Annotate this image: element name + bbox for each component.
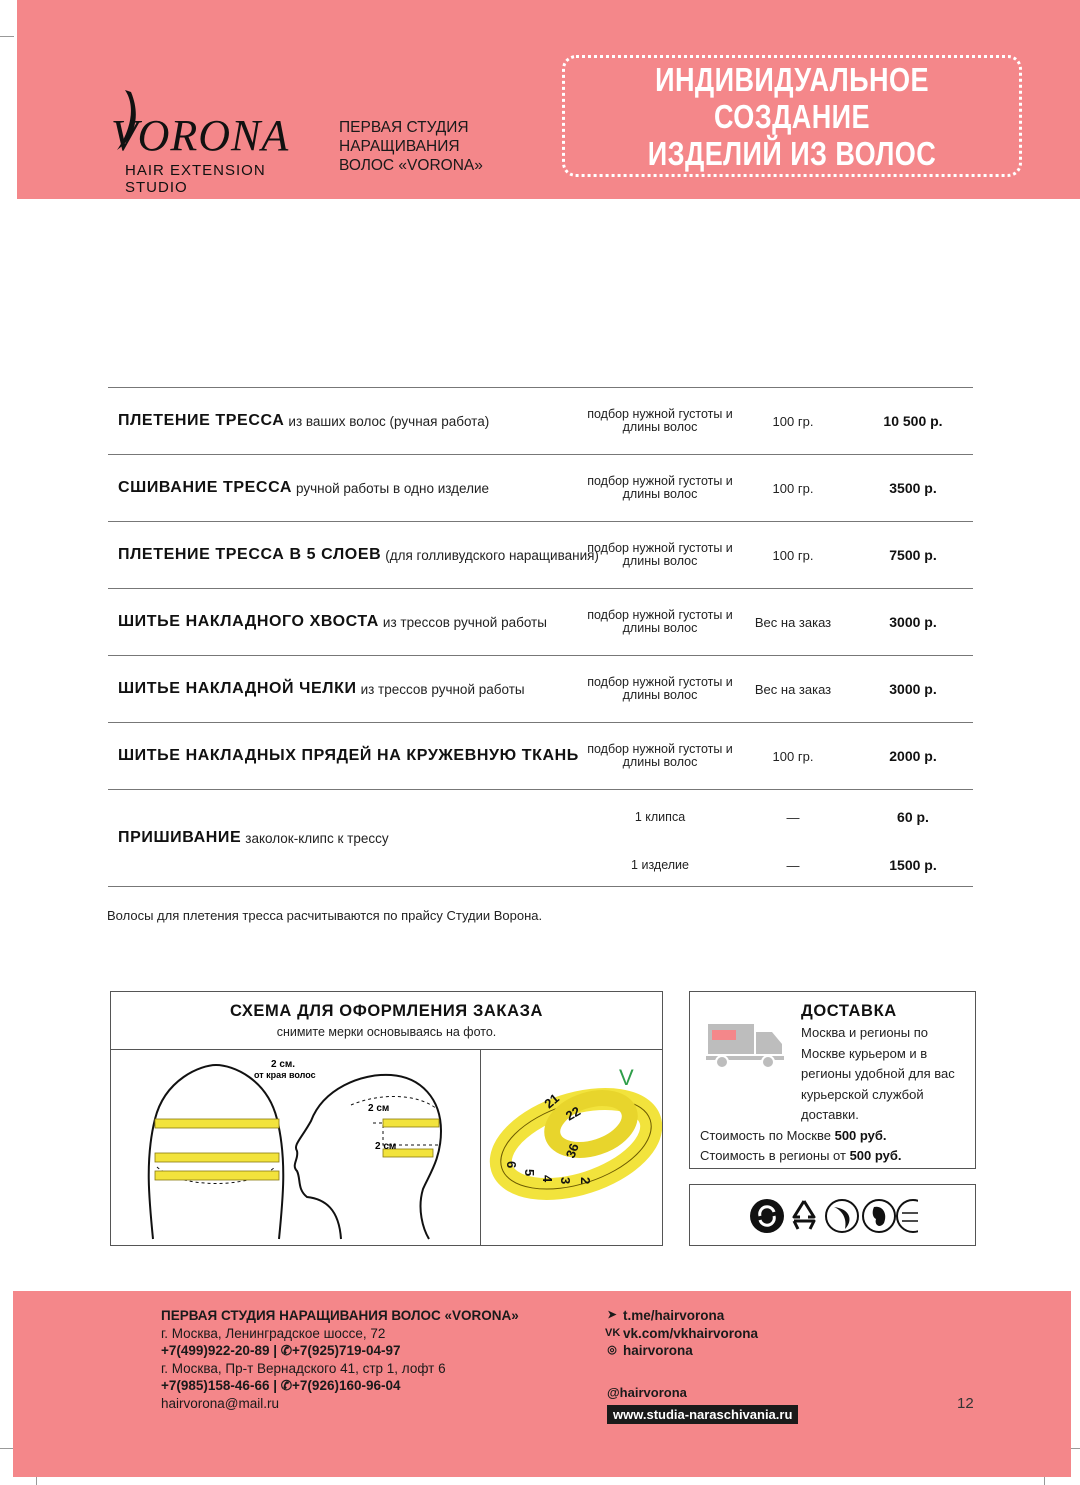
tape-number: 21 xyxy=(541,1090,563,1112)
price-cell: 3500 р. xyxy=(889,480,937,496)
vk-icon: VK xyxy=(605,1326,621,1339)
footer-website[interactable]: www.studia-naraschivania.ru xyxy=(607,1405,798,1424)
label-2cm-b: 2 см xyxy=(375,1141,397,1152)
scheme-header xyxy=(111,992,662,1050)
label-2cm-a: 2 см xyxy=(368,1103,390,1114)
delivery-box xyxy=(689,991,976,1169)
footer-handle: @hairvorona xyxy=(607,1385,687,1400)
weight-cell: — xyxy=(786,857,800,873)
footer-email[interactable]: hairvorona@mail.ru xyxy=(161,1395,279,1411)
weight-cell: — xyxy=(786,809,800,825)
footer-address-2: г. Москва, Пр-т Вернадского 41, стр 1, лофт 6 xyxy=(161,1360,446,1376)
tape-number: 6 xyxy=(504,1161,519,1169)
svg-text:V: V xyxy=(619,1065,634,1090)
service-desc: из трессов ручной работы xyxy=(382,614,547,630)
recycle-icon xyxy=(794,1201,814,1229)
table-row xyxy=(108,589,973,656)
spec-cell: подбор нужной густоты и длины волос xyxy=(587,474,733,501)
service-desc: из ваших волос (ручная работа) xyxy=(288,413,490,429)
table-row xyxy=(108,656,973,723)
table-row xyxy=(108,388,973,455)
eco-icons-row xyxy=(748,1197,918,1235)
label-2cm-top: 2 см. xyxy=(271,1059,296,1070)
service-name: СШИВАНИЕ ТРЕССА xyxy=(118,479,292,496)
tagline: ПЕРВАЯ СТУДИЯ НАРАЩИВАНИЯ ВОЛОС «VORONA» xyxy=(339,119,483,174)
tape-measure-image xyxy=(481,1049,662,1246)
footer xyxy=(13,1291,1071,1477)
cost-moscow-label: Стоимость по Москве xyxy=(700,1128,831,1143)
service-desc: заколок-клипс к трессу xyxy=(245,830,389,846)
table-row xyxy=(108,455,973,522)
service-name: ШИТЬЕ НАКЛАДНЫХ ПРЯДЕЙ НА КРУЖЕВНУЮ ТКАНЬ xyxy=(118,747,579,764)
eco-icons-box xyxy=(689,1184,976,1246)
footer-address-1: г. Москва, Ленинградское шоссе, 72 xyxy=(161,1325,386,1341)
service-desc: из трессов ручной работы xyxy=(360,681,525,697)
service-desc: (для голливудского наращивания) xyxy=(385,547,599,563)
green-dot-icon xyxy=(750,1199,784,1233)
page-number: 12 xyxy=(957,1395,974,1412)
crop-mark xyxy=(0,36,14,37)
service-name: ШИТЬЕ НАКЛАДНОЙ ЧЕЛКИ xyxy=(118,680,357,697)
spec-cell: подбор нужной густоты и длины волос xyxy=(587,407,733,434)
label-from-hair-edge: от края волос xyxy=(254,1070,316,1080)
price-table xyxy=(108,387,973,887)
table-row xyxy=(108,723,973,790)
delivery-text: Москва и регионы по Москве курьером и в регионы удобной для вас курьерской службой доставки. xyxy=(801,1025,955,1122)
page-title-box xyxy=(562,55,1022,177)
scheme-subtitle: снимите мерки основываясь на фото. xyxy=(276,1025,497,1039)
cost-regions: 500 руб. xyxy=(849,1148,902,1163)
service-name: ПЛЕТЕНИЕ ТРЕССА xyxy=(118,412,285,429)
instagram-link[interactable]: hairvorona xyxy=(623,1343,693,1358)
service-cell xyxy=(118,656,525,722)
weight-cell: 100 гр. xyxy=(772,547,814,563)
spec-cell: подбор нужной густоты и длины волос xyxy=(587,608,733,635)
header-banner xyxy=(17,0,1080,199)
price-cell: 3000 р. xyxy=(889,614,937,630)
table-row-sewing xyxy=(108,790,973,887)
ecocert-icon xyxy=(897,1200,918,1232)
price-cell: 10 500 р. xyxy=(883,413,943,429)
delivery-costs xyxy=(700,1126,902,1166)
cost-regions-label: Стоимость в регионы от xyxy=(700,1148,846,1163)
service-cell xyxy=(118,522,599,588)
service-name: ШИТЬЕ НАКЛАДНОГО ХВОСТА xyxy=(118,613,379,630)
service-cell xyxy=(118,790,389,886)
telegram-icon: ➤ xyxy=(607,1309,617,1321)
table-row xyxy=(108,522,973,589)
spec-cell: 1 изделие xyxy=(631,857,689,872)
scheme-title: СХЕМА ДЛЯ ОФОРМЛЕНИЯ ЗАКАЗА xyxy=(229,1002,544,1020)
footer-phones-2[interactable]: +7(985)158-46-66 | ✆+7(926)160-96-04 xyxy=(161,1378,401,1393)
tape-number: 5 xyxy=(522,1169,537,1177)
delivery-title: ДОСТАВКА xyxy=(801,1002,897,1020)
price-cell: 2000 р. xyxy=(889,748,937,764)
footer-studio-name: ПЕРВАЯ СТУДИЯ НАРАЩИВАНИЯ ВОЛОС «VORONA» xyxy=(161,1308,519,1323)
telegram-link[interactable]: t.me/hairvorona xyxy=(623,1308,725,1323)
page-title-line2: ИЗДЕЛИЙ ИЗ ВОЛОС xyxy=(647,134,937,172)
head-measurement-diagram xyxy=(111,1049,480,1246)
tape-number: 4 xyxy=(540,1175,555,1183)
instagram-icon: ◎ xyxy=(607,1344,617,1356)
vegan-icon xyxy=(826,1200,858,1232)
footer-contacts xyxy=(161,1307,519,1412)
price-cell: 60 р. xyxy=(897,809,929,825)
price-cell: 1500 р. xyxy=(889,857,937,873)
spec-cell: подбор нужной густоты и длины волос xyxy=(587,675,733,702)
service-desc: ручной работы в одно изделие xyxy=(296,480,490,496)
service-cell xyxy=(118,723,583,789)
cruelty-free-icon xyxy=(863,1200,895,1232)
service-cell xyxy=(118,455,489,521)
delivery-truck-icon xyxy=(706,1018,788,1068)
weight-cell: Вес на заказ xyxy=(754,681,832,697)
price-cell: 7500 р. xyxy=(889,547,937,563)
footer-phones-1[interactable]: +7(499)922-20-89 | ✆+7(925)719-04-97 xyxy=(161,1343,401,1358)
service-name: ПЛЕТЕНИЕ ТРЕССА В 5 СЛОЕВ xyxy=(118,546,382,563)
spec-cell: подбор нужной густоты и длины волос xyxy=(587,742,733,769)
tape-number: 22 xyxy=(563,1103,584,1124)
crop-mark xyxy=(0,1448,14,1449)
vk-link[interactable]: vk.com/vkhairvorona xyxy=(623,1325,759,1341)
service-name: ПРИШИВАНИЕ xyxy=(118,829,242,846)
weight-cell: 100 гр. xyxy=(772,748,814,764)
order-scheme-box xyxy=(110,991,663,1246)
spec-cell: подбор нужной густоты и длины волос xyxy=(587,541,733,568)
cost-moscow: 500 руб. xyxy=(834,1128,887,1143)
price-cell: 3000 р. xyxy=(889,681,937,697)
page-title-line1: ИНДИВИДУАЛЬНОЕ СОЗДАНИЕ xyxy=(655,60,929,135)
hair-price-note: Волосы для плетения тресса расчитываются по прайсу Студии Ворона. xyxy=(107,908,543,923)
spec-cell: 1 клипса xyxy=(634,809,686,824)
footer-socials xyxy=(605,1307,758,1360)
tape-number: 3 xyxy=(558,1177,573,1185)
service-cell xyxy=(118,589,547,655)
vorona-logo xyxy=(107,88,317,196)
weight-cell: Вес на заказ xyxy=(754,614,832,630)
weight-cell: 100 гр. xyxy=(772,413,814,429)
tape-number: 2 xyxy=(578,1177,593,1185)
tape-number: 36 xyxy=(562,1141,582,1161)
logo-subtitle: HAIR EXTENSION STUDIO xyxy=(125,162,266,196)
logo-word: VORONA xyxy=(111,111,290,160)
service-cell xyxy=(118,388,489,454)
weight-cell: 100 гр. xyxy=(772,480,814,496)
